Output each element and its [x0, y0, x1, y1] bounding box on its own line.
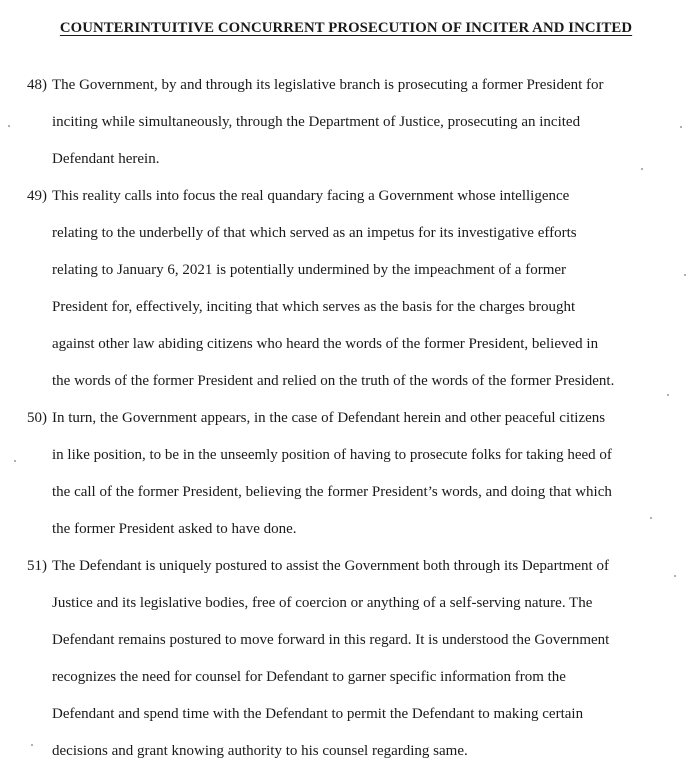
paragraph-line: This reality calls into focus the real quandary facing a Government whose intelligence — [52, 188, 570, 204]
paragraph-line: In turn, the Government appears, in the case of Defendant herein and other peaceful citizens — [52, 410, 606, 426]
paragraph-line: the words of the former President and relied on the truth of the words of the former President. — [52, 373, 615, 389]
scan-speck — [641, 168, 643, 170]
paragraph-line: the call of the former President, believing the former President’s words, and doing that which — [52, 484, 612, 500]
paragraph-line: against other law abiding citizens who heard the words of the former President, believed in — [52, 336, 599, 352]
paragraph-number: 48) — [27, 77, 47, 93]
scan-speck — [31, 744, 33, 746]
paragraph-line: Defendant and spend time with the Defendant to permit the Defendant to making certain — [52, 706, 584, 722]
scan-speck — [667, 394, 669, 396]
paragraph-line: relating to the underbelly of that which served as an impetus for its investigative efforts — [52, 225, 577, 241]
scan-speck — [8, 125, 10, 127]
paragraph-line: decisions and grant knowing authority to his counsel regarding same. — [52, 743, 468, 759]
paragraph-line: relating to January 6, 2021 is potentially undermined by the impeachment of a former — [52, 262, 567, 278]
paragraph-line: The Defendant is uniquely postured to assist the Government both through its Department of — [52, 558, 609, 574]
paragraph-line: recognizes the need for counsel for Defendant to garner specific information from the — [52, 669, 566, 685]
section-heading: COUNTERINTUITIVE CONCURRENT PROSECUTION OF INCITER AND INCITED — [59, 20, 633, 36]
scan-speck — [650, 517, 652, 519]
paragraph-line: inciting while simultaneously, through the Department of Justice, prosecuting an incited — [52, 114, 581, 130]
paragraph-number: 50) — [27, 410, 47, 426]
paragraph-line: Defendant remains postured to move forward in this regard. It is understood the Government — [52, 632, 610, 648]
scan-speck — [674, 575, 676, 577]
paragraph-line: Justice and its legislative bodies, free of coercion or anything of a self-serving nature. The — [52, 595, 593, 611]
scan-speck — [680, 126, 682, 128]
paragraph-number: 51) — [27, 558, 47, 574]
scan-speck — [14, 460, 16, 462]
paragraph-line: the former President asked to have done. — [52, 521, 297, 537]
paragraph-number: 49) — [27, 188, 47, 204]
paragraph-line: Defendant herein. — [52, 151, 160, 167]
paragraph-line: The Government, by and through its legislative branch is prosecuting a former President for — [52, 77, 604, 93]
paragraph-line: President for, effectively, inciting that which serves as the basis for the charges brought — [52, 299, 576, 315]
paragraph-line: in like position, to be in the unseemly position of having to prosecute folks for taking heed of — [52, 447, 612, 463]
scan-speck — [684, 274, 686, 276]
